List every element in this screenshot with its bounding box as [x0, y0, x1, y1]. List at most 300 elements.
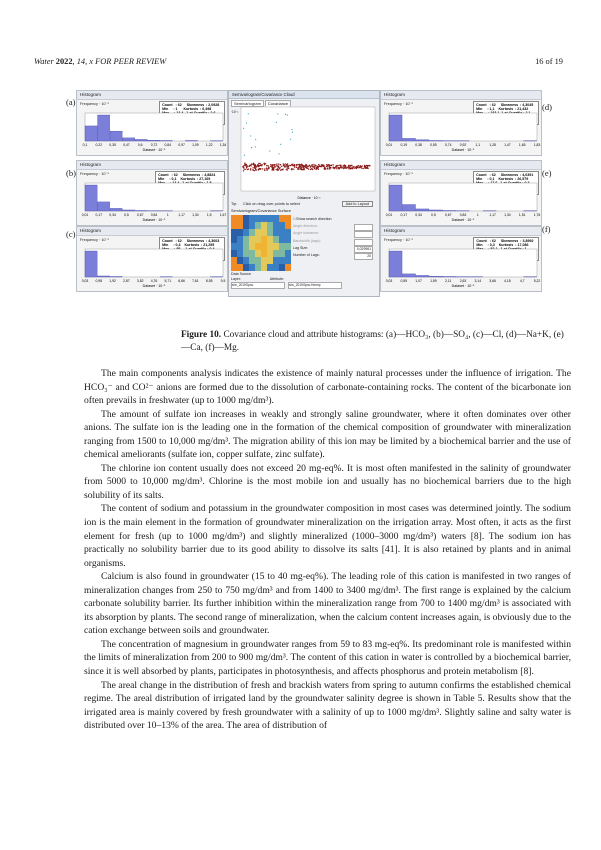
cloud-point: [299, 164, 300, 165]
histogram-bar: [185, 140, 197, 141]
surface-cell: [261, 222, 267, 229]
bandwidth-label: Bandwidth (lags):: [293, 238, 321, 243]
cloud-point: [314, 168, 315, 169]
cloud-point: [328, 164, 329, 165]
surface-cell: [255, 257, 261, 264]
covariance-cloud-window[interactable]: [228, 90, 380, 297]
cloud-point: [256, 166, 257, 167]
x-tick-label: 2,63: [459, 279, 467, 283]
cloud-point: [292, 163, 293, 164]
cloud-point: [246, 164, 247, 165]
surface-cell: [273, 243, 279, 250]
x-tick-label: 1,28: [489, 143, 496, 147]
cloud-point: [311, 164, 312, 165]
surface-cell: [243, 229, 249, 236]
x-axis-label: Distance · 10⁻¹: [297, 196, 321, 200]
cloud-point: [254, 167, 255, 168]
cloud-point: [326, 168, 327, 169]
cloud-point-outlier: [290, 139, 291, 140]
surface-cell: [273, 236, 279, 243]
surface-cell: [231, 250, 237, 257]
x-tick-label: 0,55: [430, 143, 437, 147]
x-tick-label: 0,74: [444, 143, 452, 147]
surface-cell: [237, 250, 243, 257]
cloud-point: [272, 169, 273, 170]
cloud-point: [337, 166, 338, 167]
cloud-point: [246, 167, 247, 168]
cloud-point: [285, 163, 286, 164]
cloud-point: [273, 167, 274, 168]
surface-cell: [231, 257, 237, 264]
surface-cell: [285, 264, 291, 271]
num-lags-field[interactable]: 20: [354, 253, 373, 260]
surface-cell: [285, 229, 291, 236]
surface-cell: [237, 264, 243, 271]
paragraph: The content of sodium and potassium in the groundwater composition in most cases was determined jointly. The sodium ion is the main element in the formation of groundwater mineralization on the irrigation array. Most often, it acts as the first element for fresh (up to 1000 mg/dm³) and slightly mineralized (1000–3000 mg/dm³) waters [8]. The sodium ion has practically no solubility barrier due to its good ability to dissolve its salts [41]. It is also retained by plants and in animal organisms.: [84, 503, 571, 569]
cloud-point: [281, 166, 282, 167]
cloud-point: [291, 168, 292, 169]
histogram-panel: [380, 160, 542, 226]
surface-cell: [231, 229, 237, 236]
x-tick-label: 1,67: [219, 213, 227, 217]
histogram-bar: [402, 138, 415, 141]
surface-cell: [249, 229, 255, 236]
cloud-point-outlier: [250, 135, 251, 136]
surface-cell: [267, 222, 273, 229]
frequency-label: Frequency · 10⁻¹: [384, 102, 413, 106]
surface-cell: [279, 264, 285, 271]
add-to-layout-button[interactable]: Add to Layout: [342, 201, 373, 207]
histogram-panel: [76, 160, 228, 226]
surface-cell: [279, 243, 285, 250]
x-tick-label: 0,35: [109, 143, 116, 147]
x-tick-label: 1: [166, 213, 169, 217]
surface-cell: [267, 264, 273, 271]
x-tick-label: 1,5: [206, 213, 212, 217]
cloud-point-outlier: [255, 146, 256, 147]
cloud-point: [332, 164, 333, 165]
x-tick-label: 0,34: [109, 213, 116, 217]
label-b: (b): [66, 168, 76, 178]
dataset-label: Dataset · 10⁻¹: [142, 284, 166, 288]
cloud-point: [310, 169, 311, 170]
cloud-point-outlier: [243, 128, 244, 129]
cloud-point: [278, 166, 279, 167]
label-e: (e): [542, 168, 552, 178]
frequency-label: Frequency · 10⁻¹: [384, 238, 413, 242]
dataset-label: Dataset · 10⁻¹: [451, 218, 475, 222]
cloud-point: [319, 166, 320, 167]
histogram-panel: [76, 90, 228, 156]
cloud-point: [292, 165, 293, 166]
x-tick-label: 0,38: [415, 143, 422, 147]
plot-area: [389, 113, 537, 141]
cloud-point-outlier: [280, 144, 281, 145]
cloud-point: [309, 165, 310, 166]
x-tick-label: 7,61: [192, 279, 199, 283]
paragraph: The areal change in the distribution of fresh and brackish waters from spring to autumn confirms the established chemical regime. The areal distribution of irrigated land by the groundwater salinity degree is shown in Table 5. Results show that the irrigated area is mainly covered by fresh groundwater with a salinity of up to 1000 mg/dm³. Slightly saline and salty water is distributed over 10–13% of the area. The area of distribution of: [84, 679, 571, 732]
cloud-point: [262, 168, 263, 169]
cloud-point: [364, 167, 365, 168]
x-tick-label: 1,59: [430, 279, 437, 283]
angle-direction-label: Angle direction:: [293, 224, 318, 229]
cloud-plot-area: [241, 107, 375, 191]
x-tick-label: 4,18: [504, 279, 511, 283]
cloud-point: [333, 167, 334, 168]
cloud-point: [331, 165, 332, 166]
cloud-point: [279, 167, 280, 168]
cloud-point: [252, 167, 253, 168]
cloud-point: [313, 166, 314, 167]
attribute-select[interactable]: shv_2019Gpsc.Hmmp: [288, 282, 342, 289]
cloud-point: [248, 169, 249, 170]
x-tick-label: 1,83: [533, 143, 541, 147]
surface-cell: [249, 257, 255, 264]
cloud-point: [270, 164, 271, 165]
surface-cell: [273, 215, 279, 222]
cloud-point: [341, 167, 342, 168]
x-tick-label: 1,47: [504, 143, 511, 147]
x-tick-label: 9,5: [220, 279, 226, 283]
cloud-point: [308, 166, 309, 167]
cloud-point: [327, 164, 328, 165]
surface-cell: [285, 222, 291, 229]
statistics-box: Count : 62 Skewness : 2,0928 Min : 1 Kurtosis : 6,498: [159, 101, 225, 125]
cloud-point: [325, 168, 326, 169]
surface-cell: [249, 222, 255, 229]
surface-cell: [285, 243, 291, 250]
x-tick-label: 3,66: [489, 279, 496, 283]
covariance-cloud-plot[interactable]: [229, 105, 379, 201]
cloud-point: [257, 164, 258, 165]
histogram-bar: [110, 208, 122, 211]
histogram-bar: [416, 140, 429, 141]
surface-cell: [261, 243, 267, 250]
surface-cell: [237, 215, 243, 222]
cloud-point-outlier: [251, 147, 252, 148]
dataset-label: Dataset · 10⁻¹: [451, 148, 475, 152]
body-text: [84, 367, 571, 733]
x-tick-label: 0,17: [400, 213, 408, 217]
histogram-title: Histogram: [77, 161, 227, 170]
cloud-point-outlier: [287, 115, 288, 116]
frequency-label: Frequency · 10⁻¹: [80, 238, 109, 242]
cloud-point: [351, 165, 352, 166]
surface-cell: [243, 257, 249, 264]
cloud-point: [310, 166, 311, 167]
cloud-point: [284, 166, 285, 167]
x-tick-label: 1,34: [219, 143, 227, 147]
x-tick-label: 0,67: [444, 213, 452, 217]
cloud-point-outlier: [255, 139, 256, 140]
surface-cell: [237, 236, 243, 243]
surface-cell: [285, 236, 291, 243]
x-tick-label: 3,14: [474, 279, 482, 283]
cloud-point: [264, 168, 265, 169]
surface-cell: [261, 250, 267, 257]
page-number: 16 of 19: [535, 57, 563, 66]
paragraph: Calcium is also found in groundwater (15 to 40 mg-eq%). The leading role of this cation is manifested in two ranges of mineralization changes from 250 to 750 mg/dm³ and from 1400 to 3400 mg/dm³. The first range is explained by the calcium carbonate solubility barrier. Its further inhibition within the mineralization range from 700 to 1400 mg/dm³ is associated with its absorption by plants. The second range of mineralization, when the calcium content increases again, is obviously due to the cation exchange between soils and groundwater.: [84, 571, 571, 637]
surface-cell: [267, 215, 273, 222]
surface-cell: [255, 264, 261, 271]
surface-cell: [243, 236, 249, 243]
x-tick-label: 0,22: [95, 143, 103, 147]
surface-cell: [255, 236, 261, 243]
x-tick-label: 6,66: [178, 279, 185, 283]
cloud-point: [299, 167, 300, 168]
cloud-point: [258, 163, 259, 164]
cloud-point: [277, 170, 278, 171]
histogram-bar: [85, 126, 97, 141]
surface-cell: [261, 257, 267, 264]
cloud-point: [316, 167, 317, 168]
tip-label: Tip:: [231, 202, 238, 206]
surface-cell: [243, 243, 249, 250]
histogram-title: Histogram: [77, 227, 227, 236]
x-tick-label: 0,01: [385, 143, 393, 147]
x-tick-label: 5,22: [533, 279, 541, 283]
cloud-point-outlier: [292, 132, 293, 133]
surface-cell: [231, 215, 237, 222]
cloud-point: [305, 164, 306, 165]
x-tick-label: 8,55: [205, 279, 213, 283]
cloud-point: [301, 165, 302, 166]
cloud-point: [350, 168, 351, 169]
y-axis-label: ·10⁻¹: [231, 110, 239, 114]
x-tick-label: 1,76: [533, 213, 541, 217]
histogram-chart: [77, 177, 227, 225]
frequency-label: Frequency · 10⁻¹: [384, 172, 413, 176]
x-tick-label: 0,5: [124, 213, 129, 217]
click-hint: Click on drag over points to select: [243, 202, 300, 206]
surface-cell: [267, 229, 273, 236]
cloud-point: [268, 167, 269, 168]
statistics-box: Count : 62 Skewness : 4,3603 Min : 0,3 Kurtosis : 21,295: [159, 237, 225, 261]
x-tick-label: 0,5: [431, 213, 436, 217]
histogram-bar: [402, 205, 415, 212]
lag-size-field[interactable]: 0,029961: [354, 246, 373, 253]
paragraph: The concentration of magnesium in groundwater ranges from 59 to 83 mg-eq%. Its predominant role is manifested within the limits of mineralization from 200 to 900 mg/dm³. The content of this cation in water is controlled by a biochemical barrier, since it is well absorbed by plants, participates in photosynthesis, and affects phosphorus and protein metabolism [8].: [84, 638, 571, 678]
plot-area: [85, 249, 223, 277]
histogram-panel: [380, 90, 542, 156]
checkbox-show-search[interactable]: □: [293, 217, 297, 221]
cloud-point: [254, 170, 255, 171]
label-d: (d): [542, 102, 552, 112]
cloud-point: [243, 170, 244, 171]
cloud-point-outlier: [248, 113, 249, 114]
x-tick-label: 1,17: [489, 213, 496, 217]
cloud-point: [250, 169, 251, 170]
cloud-point: [280, 164, 281, 165]
cloud-point: [258, 169, 259, 170]
surface-cell: [231, 236, 237, 243]
cloud-point: [312, 166, 313, 167]
histogram-title: Histogram: [381, 161, 541, 170]
tab-covariance[interactable]: Covariance: [265, 100, 291, 107]
histogram-bar: [402, 274, 415, 277]
surface-cell: [267, 250, 273, 257]
x-tick-label: 0,97: [178, 143, 185, 147]
surface-cell: [273, 222, 279, 229]
cloud-point: [244, 169, 245, 170]
surface-cell: [255, 229, 261, 236]
paragraph: The chlorine ion content usually does not exceed 20 mg-eq%. It is most often manifested in the salinity of groundwater from 5000 to 10,000 mg/dm³. Chlorine is the most mobile ion and usually has no biochemical barriers due to the high solubility of its salts.: [84, 462, 571, 501]
cloud-point: [337, 165, 338, 166]
x-tick-label: 0,67: [136, 213, 144, 217]
surface-cell: [255, 250, 261, 257]
cloud-point: [255, 165, 256, 166]
cloud-point: [266, 168, 267, 169]
label-f: (f): [542, 224, 551, 234]
cloud-point: [250, 164, 251, 165]
surface-cell: [279, 257, 285, 264]
histogram-bar: [110, 131, 122, 141]
cloud-point: [282, 169, 283, 170]
x-tick-label: 0,01: [81, 213, 89, 217]
histogram-panel: [380, 226, 542, 292]
caption-text: Covariance cloud and attribute histograms: (a)—HCO₃, (b)—SO₄, (c)—Cl, (d)—Na+K, (e)—Ca, (f)—Mg.: [181, 330, 564, 353]
x-tick-label: 0,6: [137, 143, 143, 147]
statistics-box: Count : 62 Skewness : 4,6391 Min : 0,1 Kurtosis : 26,579: [473, 171, 539, 195]
cloud-point: [275, 169, 276, 170]
cloud-point: [280, 170, 281, 171]
dataset-label: Dataset · 10⁻¹: [142, 218, 166, 222]
cloud-point: [297, 164, 298, 165]
cloud-point: [253, 164, 254, 165]
cloud-point: [323, 165, 324, 166]
cloud-point: [315, 165, 316, 166]
histogram-bar: [98, 276, 110, 277]
cloud-point: [252, 169, 253, 170]
surface-cell: [231, 243, 237, 250]
surface-cell: [285, 215, 291, 222]
x-tick-label: 0,03: [81, 279, 89, 283]
histogram-title: Histogram: [381, 227, 541, 236]
cloud-point: [266, 170, 267, 171]
x-tick-label: 0,84: [150, 213, 158, 217]
cloud-point: [369, 165, 370, 166]
cloud-point: [301, 169, 302, 170]
label-a: (a): [66, 97, 76, 107]
x-tick-label: 4,7: [519, 279, 525, 283]
cloud-point: [302, 165, 303, 166]
cloud-point: [308, 168, 309, 169]
histogram-bar: [98, 115, 110, 141]
histogram-bar: [416, 275, 429, 277]
num-lags-label: Number of Lags:: [293, 252, 320, 257]
window-title: Semivariogram/Covariance Cloud: [229, 91, 379, 99]
surface-cell: [261, 264, 267, 271]
plot-area: [389, 249, 537, 277]
surface-cell: [279, 236, 285, 243]
histogram-chart: [77, 243, 227, 291]
cloud-point-outlier: [244, 155, 245, 156]
x-tick-label: 1,51: [518, 213, 526, 217]
cloud-point: [358, 165, 359, 166]
histogram-bar: [123, 138, 135, 141]
x-tick-label: 0,03: [385, 279, 393, 283]
x-tick-label: 1,65: [518, 143, 526, 147]
journal-citation: Water 2022, 14, x FOR PEER REVIEW: [34, 57, 167, 66]
surface-cell: [237, 243, 243, 250]
frequency-label: Frequency · 10⁻¹: [80, 172, 109, 176]
x-tick-label: 0,47: [123, 143, 130, 147]
cloud-point: [288, 167, 289, 168]
x-tick-label: 3,82: [136, 279, 144, 283]
statistics-box: Count : 62 Skewness : 3,8992 Min : 0,3 Kurtosis : 17,086: [473, 237, 539, 261]
cloud-point: [287, 163, 288, 164]
show-search-label: Show search direction: [296, 217, 332, 221]
surface-cell: [231, 222, 237, 229]
dataset-label: Dataset · 10⁻¹: [142, 148, 166, 152]
cloud-point: [358, 167, 359, 168]
surface-cell: [237, 229, 243, 236]
cloud-point: [293, 165, 294, 166]
surface-title: Semivariogram/Covariance Surface: [231, 209, 291, 213]
layer-select[interactable]: shv_2019Gpsc: [231, 282, 285, 289]
surface-cell: [273, 257, 279, 264]
statistics-box: Count : 62 Skewness : 4,3045 Min : 1,1 Kurtosis : 21,432: [473, 101, 539, 125]
surface-cell: [249, 236, 255, 243]
histogram-bar: [148, 140, 160, 141]
x-tick-label: 0,17: [95, 213, 103, 217]
cloud-point: [300, 168, 301, 169]
surface-cell: [237, 257, 243, 264]
surface-cell: [279, 215, 285, 222]
cloud-point: [286, 168, 287, 169]
cloud-point: [317, 165, 318, 166]
cloud-point: [350, 166, 351, 167]
histogram-bar: [443, 210, 456, 211]
cloud-point: [247, 169, 248, 170]
histogram-bar: [85, 185, 97, 211]
surface-cell: [261, 236, 267, 243]
x-tick-label: 1,34: [504, 213, 511, 217]
histogram-title: Histogram: [77, 91, 227, 100]
x-tick-label: 2,11: [445, 279, 452, 283]
cloud-point: [260, 168, 261, 169]
x-tick-label: 0,84: [459, 213, 467, 217]
cloud-point: [323, 166, 324, 167]
surface-cell: [249, 250, 255, 257]
surface-cell: [249, 264, 255, 271]
cloud-point: [348, 165, 349, 166]
surface-cell: [255, 222, 261, 229]
x-tick-label: 1,22: [205, 143, 213, 147]
cloud-point: [355, 167, 356, 168]
histogram-bar: [443, 276, 456, 277]
cloud-point: [344, 164, 345, 165]
cloud-point: [327, 166, 328, 167]
cloud-point: [364, 165, 365, 166]
histogram-bar: [135, 139, 147, 141]
surface-cell: [237, 222, 243, 229]
tab-semivariogram[interactable]: Semivariogram: [231, 100, 264, 107]
x-tick-label: 0,84: [164, 143, 172, 147]
histogram-chart: [381, 107, 541, 155]
cloud-point: [351, 168, 352, 169]
cloud-point-outlier: [269, 150, 270, 151]
cloud-point: [286, 169, 287, 170]
surface-cell: [255, 243, 261, 250]
lag-size-label: Lag Size:: [293, 245, 308, 250]
x-tick-label: 1: [476, 213, 479, 217]
cloud-point: [274, 164, 275, 165]
histogram-bar: [429, 210, 442, 211]
surface-cell: [249, 215, 255, 222]
cloud-point: [296, 167, 297, 168]
cloud-point: [296, 164, 297, 165]
